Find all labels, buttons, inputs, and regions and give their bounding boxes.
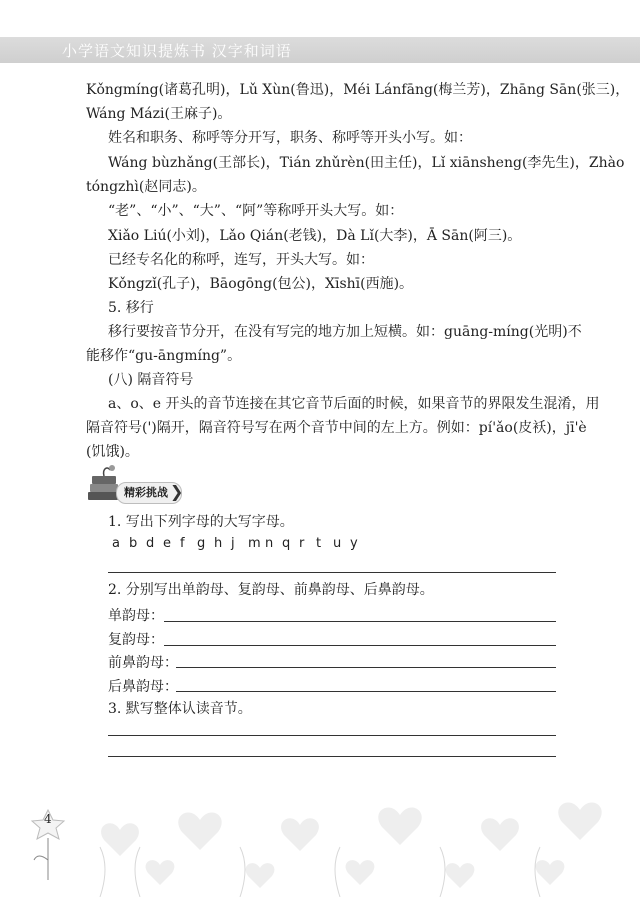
letter: h bbox=[214, 536, 223, 551]
letter: n bbox=[265, 536, 274, 551]
text-line: (饥饿)。 bbox=[86, 444, 139, 460]
section-heading: 5. 移行 bbox=[108, 300, 154, 316]
letter: e bbox=[163, 536, 171, 551]
text-line: Kǒngmíng(诸葛孔明)，Lǔ Xùn(鲁迅)，Méi Lánfāng(梅兰芳)，Zhāng Sān(张三)， bbox=[86, 82, 630, 98]
text-line: Xiǎo Liú(小刘)，Lǎo Qián(老钱)，Dà Lǐ(大李)，Ā Sān(阿三)。 bbox=[108, 228, 522, 244]
field-label: 复韵母： bbox=[108, 632, 164, 648]
text-line: 隔音符号(')隔开，隔音符号写在两个音节中间的左上方。例如：pí'ǎo(皮袄)，jī'è bbox=[86, 420, 587, 436]
text-line: Wáng Mázi(王麻子)。 bbox=[86, 106, 232, 122]
text-line: 移行要按音节分开，在没有写完的地方加上短横。如：guāng-míng(光明)不 bbox=[108, 324, 582, 340]
letter: q bbox=[282, 536, 291, 551]
answer-line[interactable] bbox=[108, 735, 556, 736]
letter: m bbox=[248, 536, 261, 551]
letter: t bbox=[316, 536, 322, 551]
page-number: 4 bbox=[44, 812, 52, 826]
text-line: tóngzhì(赵同志)。 bbox=[86, 179, 206, 195]
section-heading: (八) 隔音符号 bbox=[108, 372, 194, 388]
letter: j bbox=[231, 536, 235, 551]
text-line: 能移作“gu-āngmíng”。 bbox=[86, 348, 242, 364]
field-label: 单韵母： bbox=[108, 608, 164, 624]
letter: b bbox=[129, 536, 138, 551]
letter: g bbox=[197, 536, 206, 551]
text-line: a、o、e 开头的音节连接在其它音节后面的时候，如果音节的界限发生混淆，用 bbox=[108, 396, 600, 412]
letter: a bbox=[112, 536, 120, 551]
answer-line[interactable] bbox=[108, 572, 556, 573]
text-line: 已经专名化的称呼，连写，开头大写。如： bbox=[108, 252, 374, 268]
letter: y bbox=[350, 536, 358, 551]
letter: f bbox=[180, 536, 185, 551]
chevron-right-icon: ❯ bbox=[170, 482, 184, 501]
challenge-banner bbox=[84, 460, 194, 512]
hearts-decoration bbox=[0, 770, 640, 897]
question-2: 2. 分别写出单韵母、复韵母、前鼻韵母、后鼻韵母。 bbox=[108, 582, 434, 598]
text-line: Kǒngzǐ(孔子)，Bāogōng(包公)，Xīshī(西施)。 bbox=[108, 276, 414, 292]
answer-line[interactable] bbox=[176, 667, 556, 668]
question-1: 1. 写出下列字母的大写字母。 bbox=[108, 514, 294, 530]
letter: d bbox=[146, 536, 155, 551]
question-3: 3. 默写整体认读音节。 bbox=[108, 701, 252, 717]
challenge-label: 精彩挑战 bbox=[124, 486, 168, 499]
letter: u bbox=[333, 536, 342, 551]
answer-line[interactable] bbox=[176, 691, 556, 692]
field-label: 后鼻韵母： bbox=[108, 679, 178, 695]
answer-line[interactable] bbox=[164, 645, 556, 646]
answer-line[interactable] bbox=[164, 621, 556, 622]
text-line: “老”、“小”、“大”、“阿”等称呼开头大写。如： bbox=[108, 203, 404, 219]
text-line: 姓名和职务、称呼等分开写，职务、称呼等开头小写。如： bbox=[108, 130, 472, 146]
text-line: Wáng bùzhǎng(王部长)，Tián zhǔrèn(田主任)，Lǐ xiānsheng(李先生)，Zhào bbox=[108, 155, 625, 171]
header-title: 小学语文知识提炼书 汉字和词语 bbox=[62, 42, 292, 60]
answer-line[interactable] bbox=[108, 756, 556, 757]
field-label: 前鼻韵母： bbox=[108, 655, 178, 671]
letter: r bbox=[299, 536, 305, 551]
letter-list bbox=[112, 536, 367, 551]
